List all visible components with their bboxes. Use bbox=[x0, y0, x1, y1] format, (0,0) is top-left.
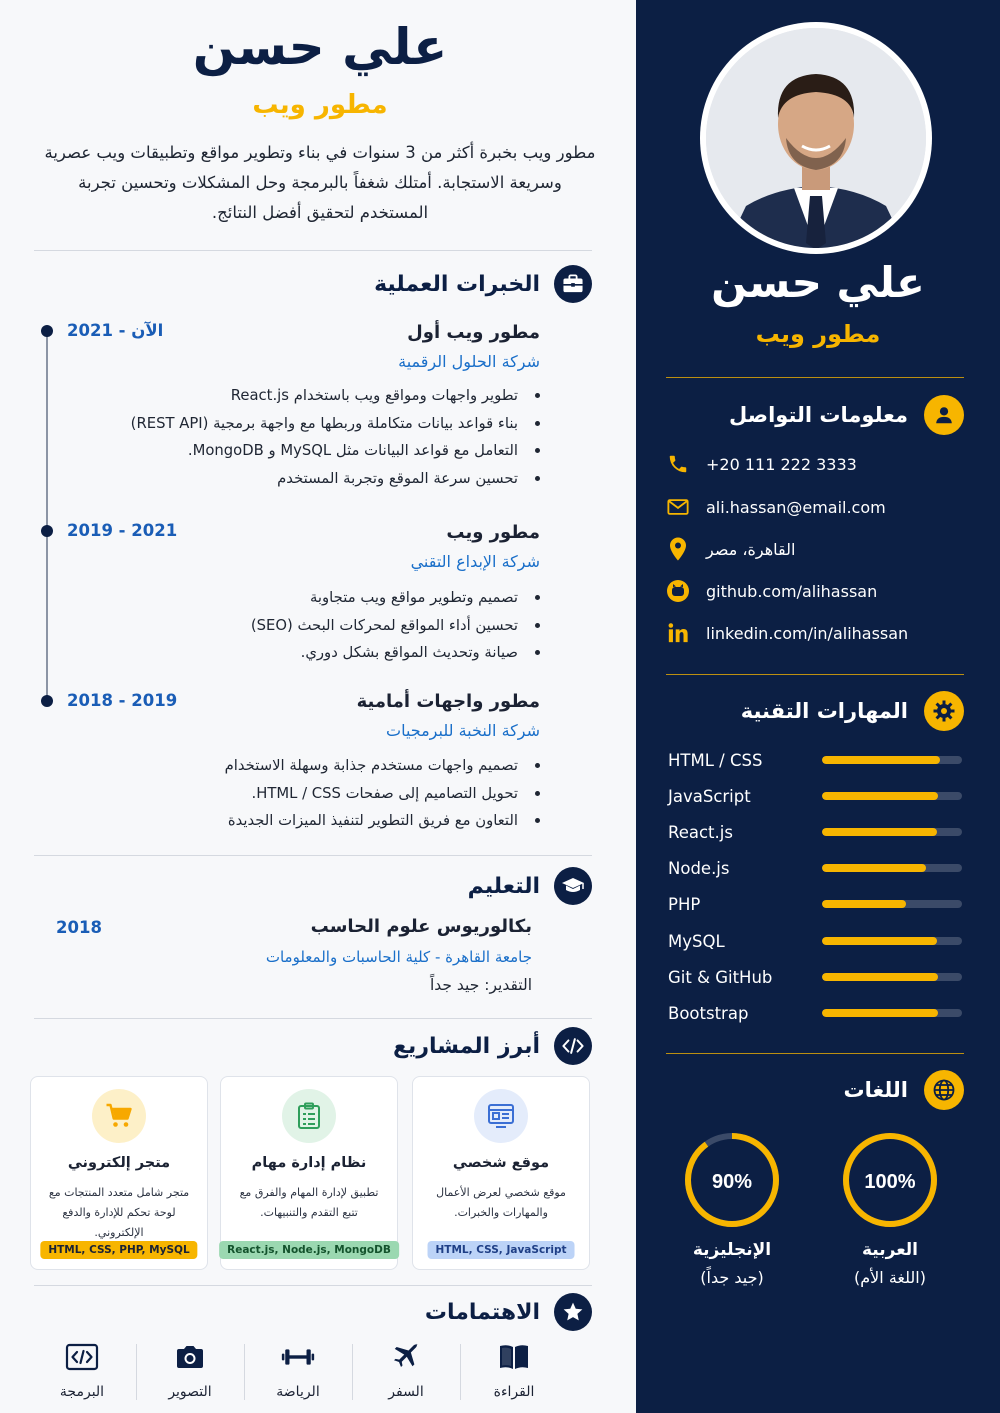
skill-bar bbox=[822, 828, 962, 836]
project-title: نظام إدارة مهام bbox=[251, 1155, 367, 1171]
list-item: تحسين أداء المواقع لمحركات البحث (SEO) bbox=[70, 612, 540, 640]
interest-label: التصوير bbox=[168, 1384, 212, 1400]
contact-location: القاهرة، مصر bbox=[666, 534, 966, 564]
job-role: مطور واجهات أمامية bbox=[356, 691, 540, 712]
contact-github[interactable]: github.com/alihassan bbox=[666, 576, 966, 606]
portfolio-icon bbox=[474, 1089, 528, 1143]
skill-bar bbox=[822, 937, 962, 945]
sidebar-job-title: مطور ويب bbox=[755, 320, 881, 348]
job-company: شركة الإبداع التقني bbox=[410, 552, 540, 571]
skill-item: PHP bbox=[668, 890, 962, 918]
location-icon bbox=[666, 537, 690, 561]
contact-heading: معلومات التواصل bbox=[664, 395, 964, 435]
svg-text:100%: 100% bbox=[864, 1171, 916, 1193]
job-period: 2018 - 2019 bbox=[67, 691, 178, 710]
skill-bar bbox=[822, 864, 962, 872]
languages-heading: اللغات bbox=[664, 1070, 964, 1110]
svg-text:90%: 90% bbox=[711, 1171, 753, 1193]
divider bbox=[34, 250, 592, 251]
skill-item: MySQL bbox=[668, 927, 962, 955]
language-name: العربية bbox=[861, 1240, 918, 1260]
education-grade: التقدير: جيد جداً bbox=[429, 976, 532, 994]
skill-bar bbox=[822, 900, 962, 908]
job-bullets bbox=[70, 584, 540, 667]
interest-item bbox=[148, 1340, 232, 1400]
gear-icon bbox=[924, 691, 964, 731]
skill-bar bbox=[822, 792, 962, 800]
projects-heading: أبرز المشاريع bbox=[393, 1026, 592, 1066]
project-card[interactable] bbox=[412, 1076, 590, 1270]
divider bbox=[460, 1344, 461, 1400]
experience-heading: الخبرات العملية bbox=[374, 264, 592, 304]
star-icon bbox=[554, 1293, 592, 1331]
list-item: تحسين سرعة الموقع وتجربة المستخدم bbox=[70, 465, 540, 493]
contact-email[interactable]: ali.hassan@email.com bbox=[666, 492, 966, 522]
project-description: متجر شامل متعدد المنتجات مع لوحة تحكم للإدارة والدفع الإلكتروني. bbox=[48, 1186, 190, 1239]
timeline bbox=[46, 330, 48, 702]
project-tags: React.js, Node.js, MongoDB bbox=[219, 1241, 399, 1259]
project-title: متجر إلكتروني bbox=[67, 1155, 171, 1171]
job-role: مطور ويب أول bbox=[407, 322, 540, 343]
phone-icon bbox=[666, 452, 690, 476]
code-icon bbox=[554, 1027, 592, 1065]
job-bullets bbox=[70, 752, 540, 835]
divider bbox=[244, 1344, 245, 1400]
project-description: تطبيق لإدارة المهام والفرق مع تتبع التقدم والتنبيهات. bbox=[239, 1186, 379, 1219]
cart-icon bbox=[92, 1089, 146, 1143]
project-title: موقع شخصي bbox=[452, 1155, 550, 1171]
job-period: 2021 - الآن bbox=[67, 321, 164, 340]
project-description: موقع شخصي لعرض الأعمال والمهارات والخبرات. bbox=[436, 1186, 566, 1219]
list-item: التعامل مع قواعد البيانات مثل MySQL و MongoDB. bbox=[70, 437, 540, 465]
interest-label: البرمجة bbox=[59, 1384, 105, 1400]
skill-bar bbox=[822, 973, 962, 981]
job-period: 2019 - 2021 bbox=[67, 521, 178, 540]
education-heading: التعليم bbox=[468, 866, 592, 906]
divider bbox=[34, 855, 592, 856]
divider bbox=[666, 377, 964, 378]
divider bbox=[34, 1285, 592, 1286]
skill-item: Git & GitHub bbox=[668, 963, 962, 991]
sidebar-name: علي حسن bbox=[711, 258, 925, 307]
interests-heading: الاهتمامات bbox=[425, 1292, 592, 1332]
list-item: تطوير واجهات ومواقع ويب باستخدام React.js bbox=[70, 382, 540, 410]
book-icon bbox=[497, 1340, 531, 1374]
job-company: شركة الحلول الرقمية bbox=[398, 352, 540, 371]
github-icon bbox=[666, 579, 690, 603]
job-bullets bbox=[70, 382, 540, 492]
interest-item bbox=[40, 1340, 124, 1400]
list-item: تحويل التصاميم إلى صفحات HTML / CSS. bbox=[70, 780, 540, 808]
sidebar bbox=[636, 0, 1000, 1413]
skill-item: JavaScript bbox=[668, 782, 962, 810]
skill-bar bbox=[822, 756, 962, 764]
divider bbox=[666, 674, 964, 675]
contact-linkedin[interactable]: linkedin.com/in/alihassan bbox=[666, 618, 966, 648]
divider bbox=[136, 1344, 137, 1400]
briefcase-icon bbox=[554, 265, 592, 303]
skill-bar bbox=[822, 1009, 962, 1017]
camera-icon bbox=[173, 1340, 207, 1374]
interest-item bbox=[256, 1340, 340, 1400]
contact-phone[interactable]: +20 111 222 3333 bbox=[666, 449, 966, 479]
language-ring bbox=[682, 1130, 782, 1230]
linkedin-icon bbox=[666, 621, 690, 645]
language-item bbox=[838, 1130, 942, 1287]
language-item bbox=[680, 1130, 784, 1287]
globe-icon bbox=[924, 1070, 964, 1110]
education-university: جامعة القاهرة - كلية الحاسبات والمعلومات bbox=[265, 948, 532, 966]
timeline-dot bbox=[41, 525, 53, 537]
project-tags: HTML, CSS, PHP, MySQL bbox=[40, 1241, 197, 1259]
language-ring bbox=[840, 1130, 940, 1230]
interest-label: الرياضة bbox=[276, 1384, 320, 1400]
list-item: بناء قواعد بيانات متكاملة وربطها مع واجهة برمجية (REST API) bbox=[70, 410, 540, 438]
profile-summary: مطور ويب بخبرة أكثر من 3 سنوات في بناء وتطوير مواقع وتطبيقات ويب عصرية وسريعة الاستجابة. أمتلك شغفاً بالبرمجة وحل المشكلات وتحسين تجربة المستخدم لتحقيق أفضل النتائج. bbox=[44, 143, 596, 222]
language-level: (جيد جداً) bbox=[700, 1268, 764, 1287]
list-item: التعاون مع فريق التطوير لتنفيذ الميزات الجديدة bbox=[70, 807, 540, 835]
graduation-cap-icon bbox=[554, 867, 592, 905]
code-icon bbox=[65, 1340, 99, 1374]
skill-item: Bootstrap bbox=[668, 999, 962, 1027]
clipboard-icon bbox=[282, 1089, 336, 1143]
project-card[interactable] bbox=[220, 1076, 398, 1270]
language-name: الإنجليزية bbox=[692, 1240, 772, 1260]
timeline-dot bbox=[41, 695, 53, 707]
profile-photo bbox=[706, 28, 926, 248]
project-tags: HTML, CSS, JavaScript bbox=[428, 1241, 575, 1259]
interest-label: القراءة bbox=[493, 1384, 535, 1400]
education-degree: بكالوريوس علوم الحاسب bbox=[310, 916, 532, 937]
divider bbox=[666, 1053, 964, 1054]
profile-photo-frame bbox=[700, 22, 932, 254]
skill-item: React.js bbox=[668, 818, 962, 846]
language-level: (اللغة الأم) bbox=[854, 1268, 926, 1287]
interest-item bbox=[472, 1340, 556, 1400]
job-title: مطور ويب bbox=[252, 90, 388, 120]
timeline-dot bbox=[41, 325, 53, 337]
divider bbox=[352, 1344, 353, 1400]
interest-label: السفر bbox=[388, 1384, 424, 1400]
job-company: شركة النخبة للبرمجيات bbox=[386, 721, 540, 740]
user-icon bbox=[924, 395, 964, 435]
job-role: مطور ويب bbox=[446, 522, 540, 543]
project-card[interactable] bbox=[30, 1076, 208, 1270]
divider bbox=[34, 1018, 592, 1019]
dumbbell-icon bbox=[281, 1340, 315, 1374]
interest-item bbox=[364, 1340, 448, 1400]
list-item: تصميم وتطوير مواقع ويب متجاوبة bbox=[70, 584, 540, 612]
list-item: تصميم واجهات مستخدم جذابة وسهلة الاستخدام bbox=[70, 752, 540, 780]
skills-heading: المهارات التقنية bbox=[664, 691, 964, 731]
skill-item: Node.js bbox=[668, 854, 962, 882]
page-title: علي حسن bbox=[192, 18, 448, 76]
list-item: صيانة وتحديث المواقع بشكل دوري. bbox=[70, 639, 540, 667]
email-icon bbox=[666, 495, 690, 519]
airplane-icon bbox=[389, 1340, 423, 1374]
skill-item: HTML / CSS bbox=[668, 746, 962, 774]
education-year: 2018 bbox=[56, 918, 102, 937]
